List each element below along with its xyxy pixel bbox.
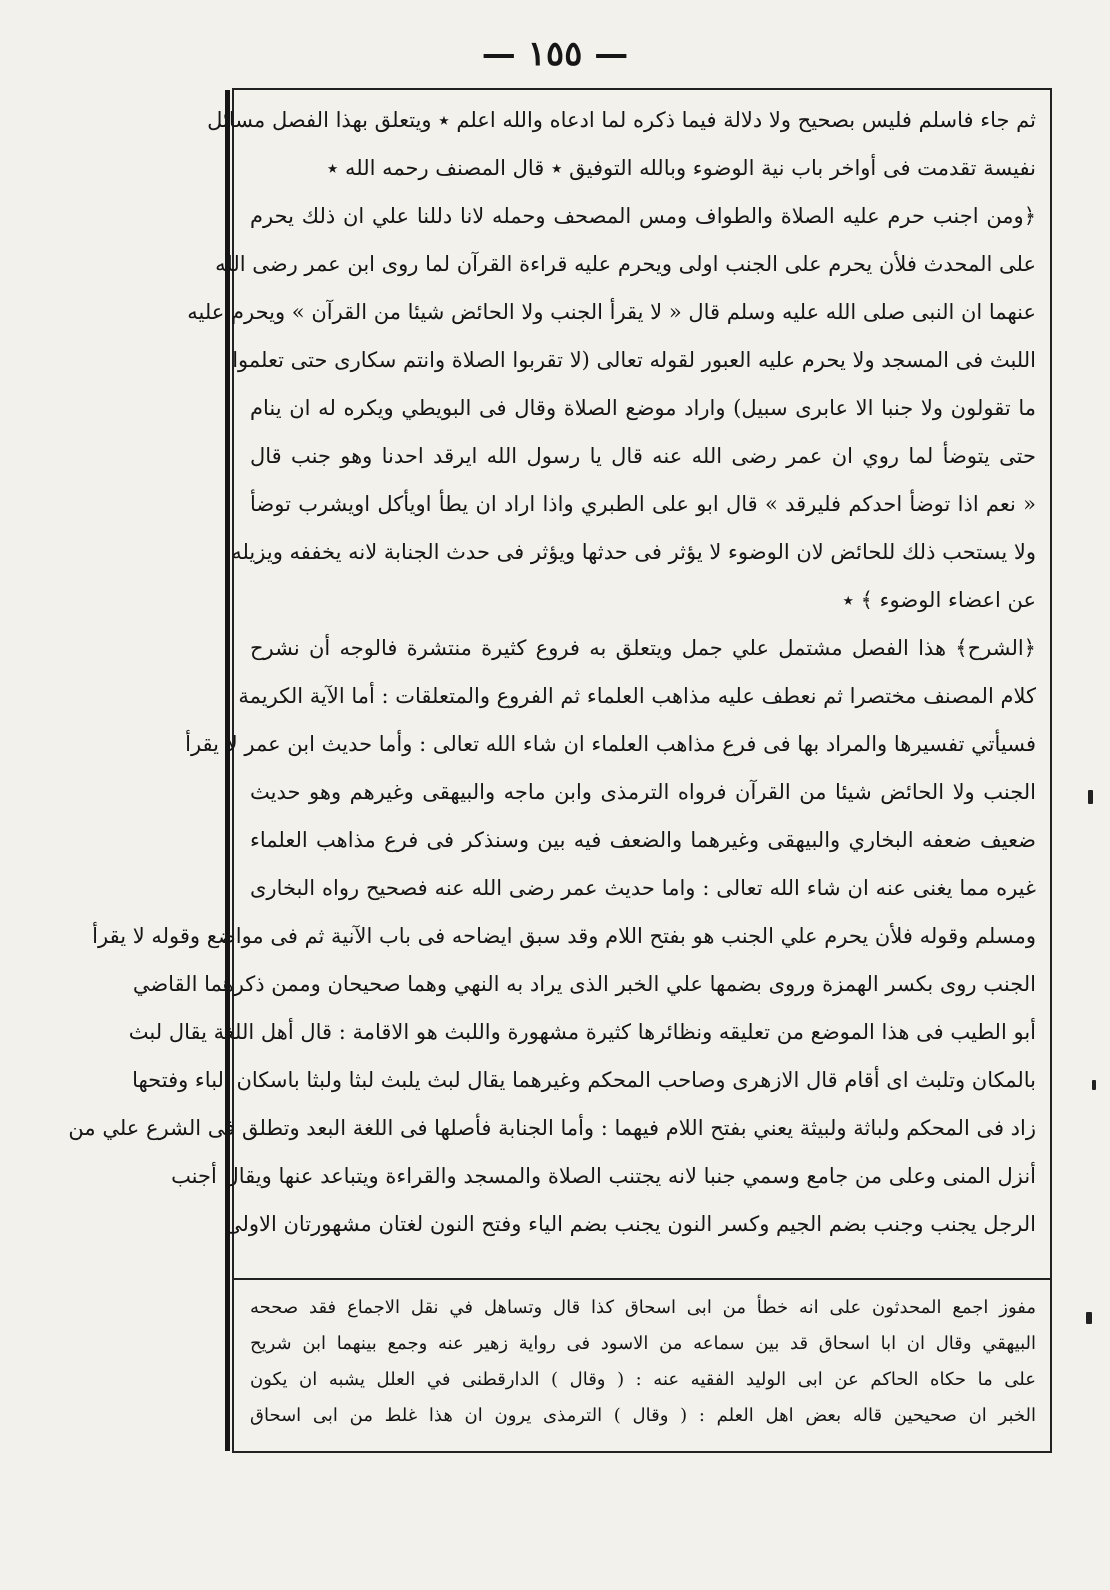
text-line: ومسلم وقوله فلأن يحرم علي الجنب هو بفتح اللام وقد سبق ايضاحه فى باب الآنية ثم فى مواضع وقوله لا يقرأ bbox=[92, 924, 1036, 948]
scan-mark bbox=[1088, 790, 1093, 804]
main-text bbox=[68, 96, 1036, 1248]
scan-mark bbox=[1092, 1080, 1096, 1090]
text-line: الرجل يجنب وجنب بضم الجيم وكسر النون يجنب بضم الياء وفتح النون لغتان مشهورتان الاولى bbox=[224, 1212, 1036, 1236]
text-line: ﴿الشرح﴾ هذا الفصل مشتمل علي جمل ويتعلق به فروع كثيرة منتشرة فالوجه أن نشرح bbox=[250, 636, 1036, 660]
footnote-line: البيهقي وقال ان ابا اسحاق قد بين سماعه من الاسود فى رواية زهير عنه وجمع بينهما ابن شريح bbox=[250, 1333, 1036, 1354]
footnotes bbox=[250, 1290, 1036, 1434]
text-line: ولا يستحب ذلك للحائض لان الوضوء لا يؤثر فى حدثها ويؤثر فى حدث الجنابة لانه يخففه ويزيله bbox=[231, 540, 1036, 564]
text-line: الجنب روى بكسر الهمزة وروى بضمها علي الخبر الذى يراد به النهي وهما صحيحان وممن ذكرهما القاضي bbox=[132, 972, 1036, 996]
footnote-divider bbox=[234, 1278, 1050, 1280]
text-line: بالمكان وتلبث اى أقام قال الازهرى وصاحب المحكم وغيرهما يقال لبث يلبث لبثا ولبثا باسكان الباء وفتحها bbox=[132, 1068, 1036, 1092]
text-line: على المحدث فلأن يحرم على الجنب اولى ويحرم عليه قراءة القرآن لما روى ابن عمر رضى الله bbox=[215, 252, 1036, 276]
text-line: ثم جاء فاسلم فليس بصحيح ولا دلالة فيما ذكره لما ادعاه والله اعلم ٭ ويتعلق بهذا الفصل مسائل bbox=[207, 108, 1036, 132]
text-line: زاد فى المحكم ولباثة ولبيثة يعني بفتح اللام فيهما : وأما الجنابة فأصلها فى اللغة البعد وتطلق فى الشرع علي من bbox=[68, 1116, 1036, 1140]
text-line: عنهما ان النبى صلى الله عليه وسلم قال « لا يقرأ الجنب ولا الحائض شيئا من القرآن » ويحرم عليه bbox=[187, 300, 1036, 324]
text-line: ﴿ومن اجنب حرم عليه الصلاة والطواف ومس المصحف وحمله لانا دللنا علي ان ذلك يحرم bbox=[250, 204, 1036, 228]
text-line: أبو الطيب فى هذا الموضع من تعليقه ونظائرها كثيرة مشهورة واللبث هو الاقامة : قال أهل اللغة يقال لبث bbox=[128, 1020, 1036, 1044]
scan-mark bbox=[1086, 1312, 1092, 1324]
text-line: الجنب ولا الحائض شيئا من القرآن فرواه الترمذى وابن ماجه والبيهقى وغيرهم وهو حديث bbox=[250, 780, 1036, 804]
text-line: حتى يتوضأ لما روي ان عمر رضى الله عنه قال يا رسول الله ايرقد احدنا وهو جنب قال bbox=[250, 444, 1036, 468]
page-frame bbox=[68, 88, 1052, 1453]
footnote-line: مفوز اجمع المحدثون على انه خطأ من ابى اسحاق كذا قال وتساهل في نقل الاجماع فقد صححه bbox=[250, 1297, 1036, 1318]
text-line: أنزل المنى وعلى من جامع وسمي جنبا لانه يجتنب الصلاة والمسجد والقراءة ويتباعد عنها ويقال أجنب bbox=[171, 1164, 1036, 1188]
text-line: كلام المصنف مختصرا ثم نعطف عليه مذاهب العلماء ثم الفروع والمتعلقات : أما الآية الكريمة bbox=[238, 684, 1036, 708]
page-number: — ١٥٥ — bbox=[481, 34, 629, 74]
text-line: ما تقولون ولا جنبا الا عابرى سبيل) واراد موضع الصلاة وقال فى البويطي ويكره له ان ينام bbox=[250, 396, 1036, 420]
text-line: ضعيف ضعفه البخاري والبيهقى وغيرهما والضعف فيه بين وسنذكر فى فرع مذاهب العلماء bbox=[250, 828, 1036, 852]
footnote-line: على ما حكاه الحاكم عن ابى الوليد الفقيه عنه : ( وقال ) الدارقطنى في العلل يشبه ان يكون bbox=[250, 1369, 1036, 1390]
footnote-line: الخبر ان صحيحين قاله بعض اهل العلم : ( وقال ) الترمذى يرون ان هذا غلط من ابى اسحاق bbox=[250, 1405, 1036, 1426]
text-line: « نعم اذا توضأ احدكم فليرقد » قال ابو على الطبري واذا اراد ان يطأ اويأكل اويشرب توضأ bbox=[250, 492, 1036, 516]
text-line: عن اعضاء الوضوء ﴾ ٭ bbox=[842, 588, 1036, 612]
text-line: غيره مما يغنى عنه ان شاء الله تعالى : واما حديث عمر رضى الله عنه فصحيح رواه البخارى bbox=[250, 876, 1036, 900]
text-line: اللبث فى المسجد ولا يحرم عليه العبور لقوله تعالى (لا تقربوا الصلاة وانتم سكارى حتى تعلموا bbox=[232, 348, 1036, 372]
text-line: نفيسة تقدمت فى أواخر باب نية الوضوء وبالله التوفيق ٭ قال المصنف رحمه الله ٭ bbox=[326, 156, 1036, 180]
text-line: فسيأتي تفسيرها والمراد بها فى فرع مذاهب العلماء ان شاء الله تعالى : وأما حديث ابن عمر لا يقرأ bbox=[185, 732, 1036, 756]
